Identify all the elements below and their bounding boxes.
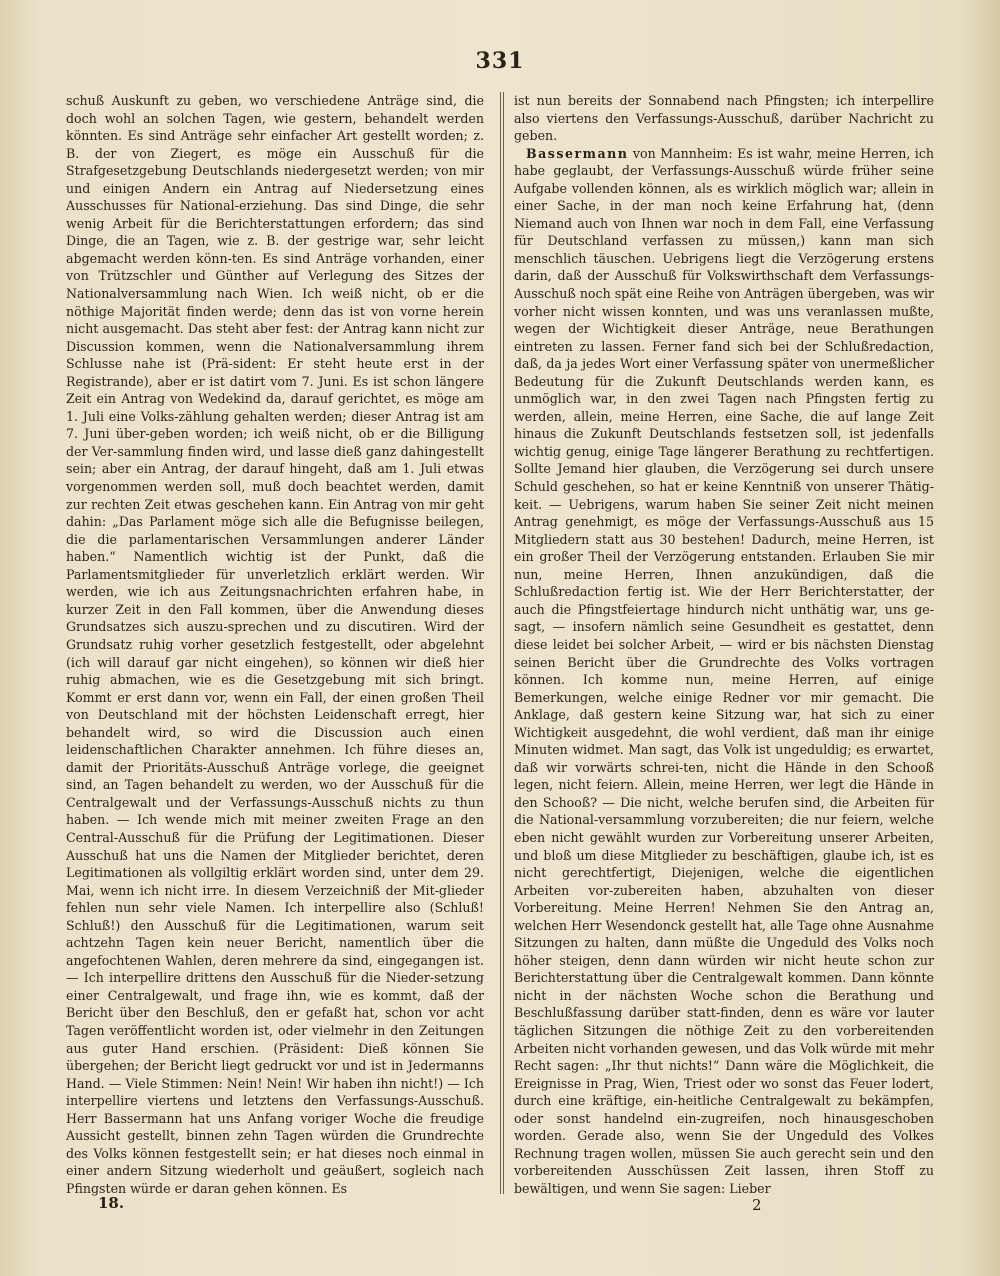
right-column bbox=[514, 92, 934, 1197]
left-column-text: schuß Auskunft zu geben, wo verschiedene Anträge sind, die doch wohl an solchen Tagen, wie gestern, behandelt werden könnten. Es sind Anträge sehr einfacher Art gestellt worden; z. B. der von Ziegert, es möge ein Ausschuß für die Strafgesetzgebung Deutschlands niedergesetzt werden; von mir und einigen Andern ein Antrag auf Niedersetzung eines Ausschusses für National-erziehung. Das sind Dinge, die sehr wenig Arbeit für die Berichterstattungen erfordern; das sind Dinge, die an Tagen, wie z. B. der gestrige war, sehr leicht abgemacht werden könn-ten. Es sind Anträge vorhanden, einer von Trützschler und Günther auf Verlegung des Sitzes der Nationalversammlung nach Wien. Ich weiß nicht, ob er die nöthige Majorität finden werde; denn das ist von vorne herein nicht ausgemacht. Das steht aber fest: der Antrag kann nicht zur Discussion kommen, wenn die Nationalversammlung ihrem Schlusse nahe ist (Prä-sident: Er steht heute erst in der Registrande), aber er ist datirt vom 7. Juni. Es ist schon längere Zeit ein Antrag von Wedekind da, darauf gerichtet, es möge am 1. Juli eine Volks-zählung gehalten werden; dieser Antrag ist am 7. Juni über-geben worden; ich weiß nicht, ob er die Billigung der Ver-sammlung finden wird, und lasse dieß ganz dahingestellt sein; aber ein Antrag, der darauf hingeht, daß am 1. Juli etwas vorgenommen werden soll, muß doch beachtet werden, damit zur rechten Zeit etwas geschehen kann. Ein Antrag von mir geht dahin: „Das Parlament möge sich alle die Befugnisse beilegen, die die parlamentarischen Versammlungen anderer Länder haben.“ Namentlich wichtig ist der Punkt, daß die Parlamentsmitglieder für unverletzlich erklärt werden. Wir werden, wie ich aus Zeitungsnachrichten erfahren habe, in kurzer Zeit in den Fall kommen, über die Anwendung dieses Grundsatzes sich auszu-sprechen und zu discutiren. Wird der Grundsatz ruhig vorher gesetzlich festgestellt, oder abgelehnt (ich will darauf gar nicht eingehen), so können wir dieß hier ruhig abmachen, wie es die Gesetzgebung mit sich bringt. Kommt er erst dann vor, wenn ein Fall, der einen großen Theil von Deutschland mit der höchsten Leidenschaft erregt, hier behandelt wird, so wird die Discussion auch einen leidenschaftlichen Charakter annehmen. Ich führe dieses an, damit der Prioritäts-Ausschuß Anträge vorlege, die geeignet sind, an Tagen behandelt zu werden, wo der Ausschuß für die Centralgewalt und der Verfassungs-Ausschuß nichts zu thun haben. — Ich wende mich mit meiner zweiten Frage an den Central-Ausschuß für die Prüfung der Legitimationen. Dieser Ausschuß hat uns die Namen der Mitglieder berichtet, deren Legitimationen als vollgiltig erklärt worden sind, unter dem 29. Mai, wenn ich nicht irre. In diesem Verzeichniß der Mit-glieder fehlen nun sehr viele Namen. Ich interpellire also (Schluß! Schluß!) den Ausschuß für die Legitimationen, warum seit achtzehn Tagen kein neuer Bericht, namentlich über die angefochtenen Wahlen, deren mehrere da sind, eingegangen ist. — Ich interpellire drittens den Ausschuß für die Nieder-setzung einer Centralgewalt, und frage ihn, wie es kommt, daß der Bericht über den Beschluß, den er gefaßt hat, schon vor acht Tagen veröffentlicht worden ist, oder vielmehr in den Zeitungen aus guter Hand erschien. (Präsident: Dieß können Sie übergehen; der Bericht liegt gedruckt vor und ist in Jedermanns Hand. — Viele Stimmen: Nein! Nein! Wir haben ihn nicht!) — Ich interpellire viertens und letztens den Verfassungs-Ausschuß. Herr Bassermann hat uns Anfang voriger Woche die freudige Aussicht gestellt, binnen zehn Tagen würden die Grundrechte des Volks können festgestellt sein; er hat dieses noch einmal in einer andern Sitzung wiederholt und geäußert, sogleich nach Pfingsten würde er daran gehen können. Es bbox=[66, 93, 484, 1196]
signature-mark-left: 18. bbox=[98, 1194, 125, 1212]
page-number: 331 bbox=[475, 48, 525, 74]
speaker-name: Bassermann bbox=[526, 145, 629, 161]
left-column bbox=[66, 92, 484, 1197]
column-divider-double bbox=[503, 92, 504, 1194]
right-column-intro: ist nun bereits der Sonnabend nach Pfingsten; ich interpellire also viertens den Verfassungs-Ausschuß, darüber Nachricht zu geben. bbox=[514, 93, 934, 144]
speaker-origin: von Mannheim: bbox=[628, 145, 733, 161]
speech-paragraph bbox=[514, 145, 934, 1198]
speech-text: Es ist wahr, meine Herren, ich habe geglaubt, der Verfassungs-Ausschuß würde früher seine Aufgabe vollenden können, als es wirklich möglich war; allein in einer Sache, in der man noch keine Erfahrung hat, (denn Niemand auch von Ihnen war noch in dem Fall, eine Verfassung für Deutschland verfassen zu müssen,) kann man sich menschlich täuschen. Uebrigens liegt die Verzögerung erstens darin, daß der Ausschuß für Volkswirthschaft dem Verfassungs-Ausschuß noch spät eine Reihe von Anträgen übergeben, was wir vorher nicht wissen konnten, und was uns veranlassen mußte, wegen der Wichtigkeit dieser Anträge, neue Berathungen eintreten zu lassen. Ferner fand sich bei der Schlußredaction, daß, da ja jedes Wort einer Verfassung später von unermeßlicher Bedeutung für die Zukunft Deutschlands werden kann, es unmöglich war, in den zwei Tagen nach Pfingsten fertig zu werden, allein, meine Herren, eine Sache, die auf lange Zeit hinaus die Zukunft Deutschlands festsetzen soll, ist jedenfalls wichtig genug, einige Tage längerer Berathung zu rechtfertigen. Sollte Jemand hier glauben, die Verzögerung sei durch unsere Schuld geschehen, so hat er keine Kenntniß von unserer Thätig-keit. — Uebrigens, warum haben Sie seiner Zeit nicht meinen Antrag genehmigt, es möge der Verfassungs-Ausschuß aus 15 Mitgliedern statt aus 30 bestehen! Dadurch, meine Herren, ist ein großer Theil der Verzögerung entstanden. Erlauben Sie mir nun, meine Herren, Ihnen anzukündigen, daß die Schlußredaction fertig ist. Wie der Herr Berichterstatter, der auch die Pfingstfeiertage hindurch nicht unthätig war, uns ge-sagt, — insofern nämlich seine Gesundheit es gestattet, denn diese leidet bei solcher Arbeit, — wird er bis nächsten Dienstag seinen Bericht über die Grundrechte des Volks vortragen können. Ich komme nun, meine Herren, auf einige Bemerkungen, welche einige Redner vor mir gemacht. Die Anklage, daß gestern keine Sitzung war, hat sich zu einer Wichtigkeit ausgedehnt, die wohl verdient, daß man ihr einige Minuten widmet. Man sagt, das Volk ist ungeduldig; es erwartet, daß wir vorwärts schrei-ten, nicht die Hände in den Schooß legen, nicht feiern. Allein, meine Herren, wer legt die Hände in den Schooß? — Die nicht, welche berufen sind, die Arbeiten für die National-versammlung vorzubereiten; die nur feiern, welche eben nicht gewählt wurden zur Vorbereitung unserer Arbeiten, und bloß um diese Mitglieder zu beschäftigen, glaube ich, ist es nicht gerechtfertigt, Diejenigen, welche die eigentlichen Arbeiten vor-zubereiten haben, abzuhalten von dieser Vorbereitung. Meine Herren! Nehmen Sie den Antrag an, welchen Herr Wesendonck gestellt hat, alle Tage ohne Ausnahme Sitzungen zu halten, dann müßte die Ungeduld des Volks noch höher steigen, denn dann würden wir nicht heute schon zur Berichterstattung über die Centralgewalt kommen. Dann könnte nicht in der nächsten Woche schon die Berathung und Beschlußfassung darüber statt-finden, denn es wäre vor lauter täglichen Sitzungen die nöthige Zeit zu den vorbereitenden Arbeiten nicht vorhanden gewesen, und das Volk würde mit mehr Recht sagen: „Ihr thut nichts!“ Dann wäre die Möglichkeit, die Ereignisse in Prag, Wien, Triest oder wo sonst das Feuer lodert, durch eine kräftige, ein-heitliche Centralgewalt zu bekämpfen, oder sonst handelnd ein-zugreifen, noch hinausgeschoben worden. Gerade also, wenn Sie der Ungeduld des Volkes Rechnung tragen wollen, müssen Sie auch gerecht sein und den vorbereitenden Ausschüssen Zeit lassen, ihren Stoff zu bewältigen, und wenn Sie sagen: Lieber bbox=[514, 145, 935, 1196]
column-divider bbox=[500, 92, 501, 1194]
signature-mark-right: 2 bbox=[752, 1196, 762, 1214]
